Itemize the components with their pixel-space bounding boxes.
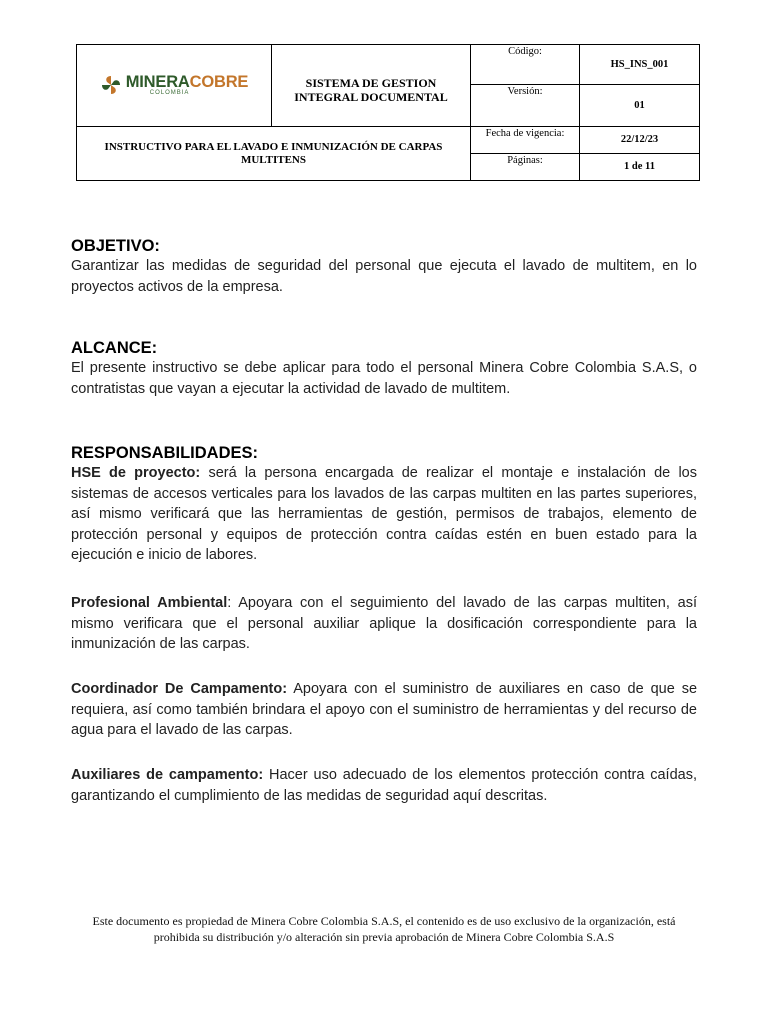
responsibility-text: : Apoyara con el seguimiento del lavado de las carpas multiten, así mismo verificara que el personal auxiliar aplique la dosificación correspondiente para la inmunización de las carpas. xyxy=(71,595,697,653)
section-objetivo xyxy=(71,236,697,297)
document-header-table xyxy=(76,44,700,181)
footer-note: Este documento es propiedad de Minera Cobre Colombia S.A.S, el contenido es de uso exclusivo de la organización, está prohibida su distribución y/o alteración sin previa aprobación de Minera Cobre Colombia S.A.S xyxy=(92,914,676,944)
logo-brand-part2: COBRE xyxy=(189,72,249,91)
logo-wordmark xyxy=(126,74,248,91)
responsibility-item xyxy=(71,463,697,566)
logo-country: COLOMBIA xyxy=(149,90,190,97)
company-logo xyxy=(100,74,248,97)
responsibility-role: HSE de proyecto: xyxy=(71,465,201,481)
alcance-heading: ALCANCE: xyxy=(71,339,158,357)
pages-value: 1 de 11 xyxy=(580,153,700,180)
objetivo-heading: OBJETIVO: xyxy=(71,237,160,255)
section-responsibility-2 xyxy=(71,593,697,655)
date-label: Fecha de vigencia: xyxy=(471,126,580,153)
system-title: SISTEMA DE GESTION INTEGRAL DOCUMENTAL xyxy=(272,45,471,127)
responsibility-role: Profesional Ambiental xyxy=(71,595,228,611)
responsibility-item xyxy=(71,593,697,655)
logo-cell xyxy=(77,45,272,127)
responsibility-item xyxy=(71,765,697,806)
responsibility-item xyxy=(71,679,697,741)
code-value: HS_INS_001 xyxy=(580,45,700,85)
company-logo-icon xyxy=(100,74,122,96)
version-value: 01 xyxy=(580,85,700,126)
objetivo-text: Garantizar las medidas de seguridad del personal que ejecuta el lavado de multitem, en lo proyectos activos de la empresa. xyxy=(71,258,697,295)
responsabilidades-heading: RESPONSABILIDADES: xyxy=(71,444,259,462)
responsibility-text: será la persona encargada de realizar el montaje e instalación de los sistemas de accesos verticales para los lavados de las carpas multiten en las partes superiores, así mismo verificará que las herramientas de gestión, permisos de trabajos, elemento de protección personal y equipos de protección contra caídas estén en buen estado para la ejecución e inicio de labores. xyxy=(71,465,697,564)
section-responsibility-3 xyxy=(71,679,697,741)
section-responsabilidades xyxy=(71,443,697,566)
alcance-text: El presente instructivo se debe aplicar para todo el personal Minera Cobre Colombia S.A.S, o contratistas que vayan a ejecutar la actividad de lavado de multitem. xyxy=(71,360,697,397)
logo-brand-part1: MINERA xyxy=(125,72,190,91)
code-label: Código: xyxy=(471,45,580,85)
date-value: 22/12/23 xyxy=(580,126,700,153)
document-title: INSTRUCTIVO PARA EL LAVADO E INMUNIZACIÓN DE CARPAS MULTITENS xyxy=(77,126,471,180)
responsibility-role: Coordinador De Campamento: xyxy=(71,681,288,697)
responsibility-text: Hacer uso adecuado de los elementos protección contra caídas, garantizando el cumplimiento de las medidas de seguridad aquí descritas. xyxy=(71,767,697,804)
responsibility-text: Apoyara con el suministro de auxiliares en caso de que se requiera, así como también brindara el apoyo con el suministro de herramientas y del recurso de agua para el lavado de las carpas. xyxy=(71,681,698,739)
section-responsibility-4 xyxy=(71,765,697,806)
version-label: Versión: xyxy=(471,85,580,126)
responsibility-role: Auxiliares de campamento: xyxy=(71,767,264,783)
pages-label: Páginas: xyxy=(471,153,580,180)
section-alcance xyxy=(71,338,697,399)
